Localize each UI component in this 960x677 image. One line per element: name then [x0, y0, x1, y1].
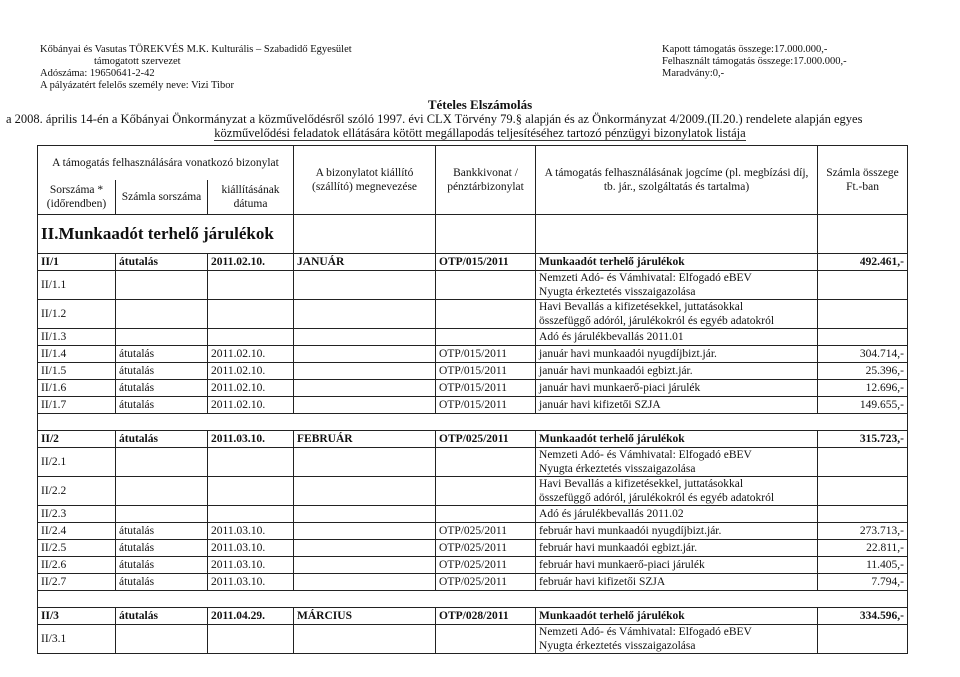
amount-cell: 149.655,- — [818, 397, 908, 414]
date-cell: 2011.03.10. — [208, 523, 294, 540]
seq-cell: II/2.5 — [38, 540, 116, 557]
table-row — [38, 346, 908, 363]
purpose-cell — [536, 574, 818, 591]
purpose-line: Adó és járulékbevallás 2011.02 — [539, 508, 684, 520]
purpose-cell — [536, 506, 818, 523]
invoice-cell: átutalás — [116, 574, 208, 591]
issuer-cell — [294, 380, 436, 397]
purpose-line: február havi munkaadói nyugdíjbizt.jár. — [539, 525, 722, 537]
invoice-cell — [116, 300, 208, 329]
date-cell — [208, 271, 294, 300]
amount-cell — [818, 477, 908, 506]
seq-cell: II/2.6 — [38, 557, 116, 574]
date-cell: 2011.02.10. — [208, 254, 294, 271]
invoice-cell: átutalás — [116, 557, 208, 574]
purpose-line: január havi munkaerő-piaci járulék — [539, 382, 701, 394]
amount-cell: 315.723,- — [818, 431, 908, 448]
seq-cell: II/2.2 — [38, 477, 116, 506]
invoice-cell — [116, 625, 208, 654]
purpose-line: február havi munkaadói egbizt.jár. — [539, 542, 698, 554]
purpose-cell — [536, 380, 818, 397]
invoice-cell — [116, 477, 208, 506]
amount-cell: 304.714,- — [818, 346, 908, 363]
date-cell: 2011.02.10. — [208, 380, 294, 397]
seq-cell: II/1.1 — [38, 271, 116, 300]
group-main-row — [38, 608, 908, 625]
expense-table — [37, 145, 908, 654]
purpose-cell — [536, 363, 818, 380]
header-date: kiállításának dátuma — [208, 180, 294, 215]
amount-cell: 11.405,- — [818, 557, 908, 574]
purpose-cell: Munkaadót terhelő járulékok — [536, 608, 818, 625]
amount-cell: 12.696,- — [818, 380, 908, 397]
date-cell: 2011.03.10. — [208, 557, 294, 574]
bank-cell: OTP/015/2011 — [436, 363, 536, 380]
seq-cell: II/3 — [38, 608, 116, 625]
issuer-cell — [294, 523, 436, 540]
seq-cell: II/2.3 — [38, 506, 116, 523]
date-cell — [208, 506, 294, 523]
seq-cell: II/1.5 — [38, 363, 116, 380]
bank-cell: OTP/025/2011 — [436, 540, 536, 557]
purpose-cell — [536, 557, 818, 574]
table-row — [38, 271, 908, 300]
seq-cell: II/1.3 — [38, 329, 116, 346]
header-invoice: Számla sorszáma — [116, 180, 208, 215]
amount-cell — [818, 271, 908, 300]
issuer-cell — [294, 477, 436, 506]
issuer-cell: FEBRUÁR — [294, 431, 436, 448]
seq-cell: II/2.7 — [38, 574, 116, 591]
purpose-cell — [536, 346, 818, 363]
table-row — [38, 540, 908, 557]
purpose-cell — [536, 477, 818, 506]
purpose-line: Nemzeti Adó- és Vámhivatal: Elfogadó eBEV — [539, 449, 752, 461]
bank-cell: OTP/025/2011 — [436, 523, 536, 540]
date-cell: 2011.02.10. — [208, 346, 294, 363]
table-row — [38, 523, 908, 540]
header-bank: Bankkivonat / pénztárbizonylat — [436, 146, 536, 215]
invoice-cell — [116, 506, 208, 523]
spacer-cell — [38, 414, 908, 431]
amount-cell — [818, 329, 908, 346]
purpose-cell — [536, 540, 818, 557]
amount-cell: 25.396,- — [818, 363, 908, 380]
table-row — [38, 506, 908, 523]
purpose-cell — [536, 397, 818, 414]
bank-cell — [436, 300, 536, 329]
issuer-cell — [294, 271, 436, 300]
invoice-cell: átutalás — [116, 523, 208, 540]
document-subtitle-2-text: közművelődési feladatok ellátására kötött megállapodás teljesítéséhez tartozó pénzügyi bizonylatok listája — [214, 126, 746, 140]
invoice-cell: átutalás — [116, 363, 208, 380]
issuer-cell — [294, 363, 436, 380]
org-tax-number: Adószáma: 19650641-2-42 — [40, 68, 155, 79]
group-main-row — [38, 254, 908, 271]
bank-cell: OTP/015/2011 — [436, 380, 536, 397]
table-row — [38, 363, 908, 380]
invoice-cell: átutalás — [116, 254, 208, 271]
bank-cell: OTP/015/2011 — [436, 397, 536, 414]
date-cell: 2011.03.10. — [208, 540, 294, 557]
issuer-cell — [294, 397, 436, 414]
table-row — [38, 574, 908, 591]
issuer-cell — [294, 557, 436, 574]
date-cell: 2011.03.10. — [208, 574, 294, 591]
purpose-line: Nyugta érkeztetés visszaigazolása — [539, 463, 696, 475]
issuer-cell — [294, 574, 436, 591]
header-purpose: A támogatás felhasználásának jogcíme (pl. megbízási díj, tb. jár., szolgáltatás és tartalma) — [536, 146, 818, 215]
issuer-cell: JANUÁR — [294, 254, 436, 271]
bank-cell — [436, 625, 536, 654]
bank-cell: OTP/015/2011 — [436, 254, 536, 271]
bank-cell — [436, 271, 536, 300]
bank-cell — [436, 477, 536, 506]
grant-received: Kapott támogatás összege:17.000.000,- — [662, 44, 828, 55]
amount-cell — [818, 448, 908, 477]
organization-header — [40, 44, 352, 92]
seq-cell: II/1.7 — [38, 397, 116, 414]
amount-cell — [818, 506, 908, 523]
issuer-cell — [294, 506, 436, 523]
seq-cell: II/1 — [38, 254, 116, 271]
issuer-cell — [294, 625, 436, 654]
amount-cell: 7.794,- — [818, 574, 908, 591]
table-row — [38, 329, 908, 346]
purpose-cell — [536, 329, 818, 346]
table-row — [38, 397, 908, 414]
header-issuer: A bizonylatot kiállító (szállító) megnevezése — [294, 146, 436, 215]
header-group: A támogatás felhasználására vonatkozó bizonylat — [38, 146, 294, 181]
amount-cell — [818, 300, 908, 329]
amount-cell: 334.596,- — [818, 608, 908, 625]
table-row — [38, 448, 908, 477]
date-cell — [208, 625, 294, 654]
invoice-cell — [116, 329, 208, 346]
bank-cell: OTP/025/2011 — [436, 431, 536, 448]
purpose-line: Havi Bevallás a kifizetésekkel, juttatásokkal — [539, 478, 744, 490]
seq-cell: II/2 — [38, 431, 116, 448]
purpose-cell — [536, 523, 818, 540]
invoice-cell: átutalás — [116, 397, 208, 414]
invoice-cell: átutalás — [116, 608, 208, 625]
bank-cell: OTP/015/2011 — [436, 346, 536, 363]
group-spacer — [38, 414, 908, 431]
org-role: támogatott szervezet — [94, 56, 181, 67]
bank-cell — [436, 329, 536, 346]
date-cell: 2011.02.10. — [208, 397, 294, 414]
section-empty-cell — [294, 215, 436, 254]
grant-used: Felhasznált támogatás összege:17.000.000,- — [662, 56, 847, 67]
table-row — [38, 625, 908, 654]
amount-cell — [818, 625, 908, 654]
grant-summary — [662, 44, 847, 80]
issuer-cell — [294, 448, 436, 477]
spacer-cell — [38, 591, 908, 608]
section-title: II.Munkaadót terhelő járulékok — [38, 215, 294, 254]
table-row — [38, 300, 908, 329]
purpose-line: Nyugta érkeztetés visszaigazolása — [539, 286, 696, 298]
purpose-cell — [536, 300, 818, 329]
date-cell — [208, 300, 294, 329]
purpose-line: január havi munkaadói egbizt.jár. — [539, 365, 693, 377]
table-row — [38, 557, 908, 574]
section-title-row — [38, 215, 908, 254]
purpose-line: összefüggő adóról, járulékokról és egyéb adatokról — [539, 492, 775, 504]
purpose-line: összefüggő adóról, járulékokról és egyéb adatokról — [539, 315, 775, 327]
seq-cell: II/2.1 — [38, 448, 116, 477]
bank-cell: OTP/025/2011 — [436, 557, 536, 574]
purpose-cell — [536, 448, 818, 477]
invoice-cell — [116, 448, 208, 477]
header-amount: Számla összege Ft.-ban — [818, 146, 908, 215]
invoice-cell: átutalás — [116, 346, 208, 363]
purpose-line: január havi kifizetői SZJA — [539, 399, 661, 411]
amount-cell: 273.713,- — [818, 523, 908, 540]
issuer-cell — [294, 300, 436, 329]
bank-cell: OTP/025/2011 — [436, 574, 536, 591]
purpose-line: Havi Bevallás a kifizetésekkel, juttatásokkal — [539, 301, 744, 313]
purpose-line: február havi munkaerő-piaci járulék — [539, 559, 705, 571]
seq-cell: II/1.2 — [38, 300, 116, 329]
date-cell — [208, 477, 294, 506]
document-subtitle: a 2008. április 14-én a Kőbányai Önkormányzat a közművelődésről szóló 1997. évi CLX Törvény 79.§ alapján és az Önkormányzat 4/2009.(II.20.) rendelete alapján egyes — [6, 112, 863, 126]
purpose-line: Adó és járulékbevallás 2011.01 — [539, 331, 684, 343]
seq-cell: II/1.6 — [38, 380, 116, 397]
grant-remaining: Maradvány:0,- — [662, 68, 725, 79]
date-cell: 2011.04.29. — [208, 608, 294, 625]
purpose-cell — [536, 625, 818, 654]
invoice-cell — [116, 271, 208, 300]
org-responsible-person: A pályázatért felelős személy neve: Vizi Tibor — [40, 80, 234, 91]
group-main-row — [38, 431, 908, 448]
invoice-cell: átutalás — [116, 431, 208, 448]
document-subtitle-2 — [0, 126, 960, 141]
issuer-cell — [294, 346, 436, 363]
purpose-line: Nemzeti Adó- és Vámhivatal: Elfogadó eBEV — [539, 272, 752, 284]
section-empty-cell — [536, 215, 818, 254]
seq-cell: II/1.4 — [38, 346, 116, 363]
issuer-cell: MÁRCIUS — [294, 608, 436, 625]
seq-cell: II/3.1 — [38, 625, 116, 654]
date-cell — [208, 329, 294, 346]
invoice-cell: átutalás — [116, 540, 208, 557]
header-seq: Sorszáma * (időrendben) — [38, 180, 116, 215]
purpose-line: Nemzeti Adó- és Vámhivatal: Elfogadó eBEV — [539, 626, 752, 638]
date-cell — [208, 448, 294, 477]
bank-cell — [436, 448, 536, 477]
date-cell: 2011.02.10. — [208, 363, 294, 380]
org-name: Kőbányai és Vasutas TÖREKVÉS M.K. Kulturális – Szabadidő Egyesület — [40, 44, 352, 55]
amount-cell: 492.461,- — [818, 254, 908, 271]
issuer-cell — [294, 540, 436, 557]
group-spacer — [38, 591, 908, 608]
purpose-cell — [536, 271, 818, 300]
seq-cell: II/2.4 — [38, 523, 116, 540]
invoice-cell: átutalás — [116, 380, 208, 397]
table-row — [38, 380, 908, 397]
date-cell: 2011.03.10. — [208, 431, 294, 448]
document-title: Tételes Elszámolás — [427, 97, 533, 112]
purpose-line: Nyugta érkeztetés visszaigazolása — [539, 640, 696, 652]
table-row — [38, 477, 908, 506]
purpose-line: február havi kifizetői SZJA — [539, 576, 666, 588]
section-empty-cell — [436, 215, 536, 254]
purpose-cell: Munkaadót terhelő járulékok — [536, 431, 818, 448]
issuer-cell — [294, 329, 436, 346]
bank-cell — [436, 506, 536, 523]
amount-cell: 22.811,- — [818, 540, 908, 557]
bank-cell: OTP/028/2011 — [436, 608, 536, 625]
section-empty-cell — [818, 215, 908, 254]
purpose-line: január havi munkaadói nyugdíjbizt.jár. — [539, 348, 717, 360]
table-header-row — [38, 146, 908, 181]
purpose-cell: Munkaadót terhelő járulékok — [536, 254, 818, 271]
